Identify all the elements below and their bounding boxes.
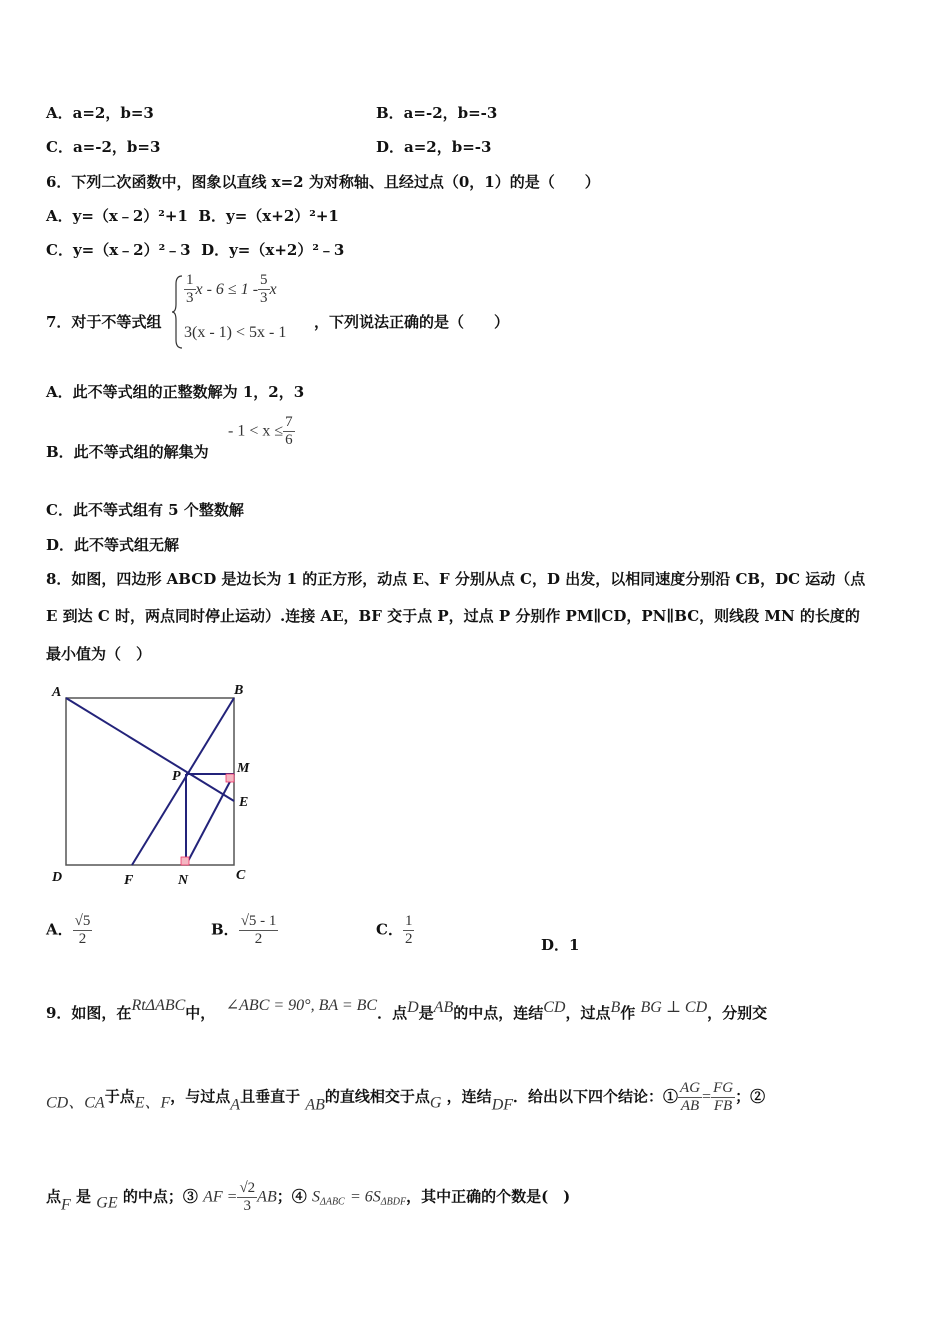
q9-math-a: A bbox=[230, 1096, 241, 1114]
right-angle-n bbox=[181, 857, 189, 865]
label-n: N bbox=[178, 873, 189, 888]
q9-text: ，与过点 bbox=[170, 1087, 231, 1106]
frac-den: 3 bbox=[260, 290, 268, 306]
q8-option-b bbox=[211, 913, 278, 948]
q9-text: ；④ bbox=[276, 1187, 307, 1206]
q9-text: ，过点 bbox=[565, 1004, 611, 1022]
frac-den: AB bbox=[680, 1098, 700, 1114]
frac-sqrt5-over-2 bbox=[73, 913, 93, 948]
q8-line-3: 最小值为（ ） bbox=[46, 645, 152, 663]
q9-text: 作 bbox=[620, 1004, 636, 1022]
frac-den: 2 bbox=[254, 931, 263, 947]
q9-math-ab: AB bbox=[433, 999, 454, 1016]
q9-math-cd-ca: CD、CA bbox=[46, 1094, 105, 1112]
q9-text: ，连结 bbox=[446, 1087, 492, 1106]
option-c-label: C． bbox=[376, 920, 403, 939]
q9-text: 9．如图，在 bbox=[46, 1004, 132, 1022]
q9-math-bg-perp-cd: BG ⊥ CD bbox=[640, 999, 708, 1016]
label-m: M bbox=[237, 761, 250, 776]
frac-den: 3 bbox=[243, 1198, 252, 1214]
frac-den: FB bbox=[713, 1098, 733, 1114]
q9-text: ．给出以下四个结论：① bbox=[513, 1087, 679, 1106]
q9-text: 且垂直于 bbox=[240, 1087, 301, 1106]
q9-math-ge: GE bbox=[96, 1194, 118, 1212]
frac-num: √5 bbox=[74, 913, 91, 929]
frac-num: 1 bbox=[404, 913, 413, 929]
frac-num: √5 - 1 bbox=[240, 913, 277, 929]
option-a-label: A． bbox=[46, 920, 73, 939]
frac-num: 1 bbox=[186, 272, 194, 288]
left-brace bbox=[172, 274, 184, 350]
q9-math-ab: AB bbox=[257, 1188, 277, 1206]
q9-math-af: AF = bbox=[203, 1188, 238, 1206]
q8-option-d: D．1 bbox=[541, 936, 580, 954]
q9-math-b: B bbox=[610, 999, 621, 1016]
label-c: C bbox=[236, 868, 246, 883]
q6-option-c: C．y=（x﹣2）²﹣3 bbox=[46, 241, 191, 259]
q7-inequality-system bbox=[172, 272, 312, 352]
q9-equals: = bbox=[702, 1088, 712, 1106]
frac-den: 3 bbox=[186, 290, 194, 306]
q6-option-d: D．y=（x+2）²﹣3 bbox=[201, 241, 345, 259]
frac-seven-sixths bbox=[283, 414, 295, 449]
segment-mn bbox=[186, 774, 234, 865]
q6-options-ab bbox=[46, 205, 339, 226]
frac-den: 6 bbox=[285, 432, 293, 448]
q9-text: ；② bbox=[735, 1087, 766, 1106]
label-f: F bbox=[124, 873, 134, 888]
frac-num: 7 bbox=[285, 414, 293, 430]
segment-bf bbox=[132, 698, 234, 865]
q8-option-c bbox=[376, 913, 414, 948]
q9-math-d: D bbox=[407, 999, 419, 1016]
q8-square-figure bbox=[44, 678, 264, 892]
q8-line-2: E 到达 C 时，两点同时停止运动）.连接 AE，BF 交于点 P，过点 P 分别作 PM∥CD，PN∥BC，则线段 MN 的长度的 bbox=[46, 607, 860, 625]
frac-sqrt5-minus1-over-2 bbox=[239, 913, 279, 948]
q5-option-a: A．a=2，b=3 bbox=[46, 104, 154, 122]
q9-text: 是 bbox=[418, 1004, 434, 1022]
q9-math-f: F bbox=[61, 1196, 71, 1214]
right-angle-m bbox=[226, 774, 234, 782]
q7-option-c: C．此不等式组有 5 个整数解 bbox=[46, 501, 244, 519]
q9-text: ．点 bbox=[377, 1004, 408, 1022]
q7-option-b-ineq: - 1 < x ≤ bbox=[228, 422, 284, 440]
q9-text: 于点 bbox=[104, 1087, 135, 1106]
q9-line-2 bbox=[46, 1080, 765, 1115]
label-b: B bbox=[234, 683, 244, 698]
square-abcd bbox=[66, 698, 234, 865]
frac-one-third bbox=[184, 272, 196, 307]
q8-line-1: 8．如图，四边形 ABCD 是边长为 1 的正方形，动点 E、F 分别从点 C，D 出发，以相同速度分别沿 CB，DC 运动（点 bbox=[46, 570, 866, 588]
q9-frac-sqrt2-over-3 bbox=[237, 1180, 257, 1215]
q7-ineq-1 bbox=[184, 272, 277, 307]
label-p: P bbox=[172, 769, 181, 784]
q9-text: 点 bbox=[46, 1187, 62, 1206]
frac-one-half bbox=[403, 913, 415, 948]
q9-frac-ag-ab bbox=[678, 1080, 702, 1115]
q8-option-a bbox=[46, 913, 92, 948]
q7-option-b-math bbox=[228, 414, 295, 449]
frac-five-thirds bbox=[258, 272, 270, 307]
q9-math-rt: RtΔABC bbox=[131, 997, 186, 1014]
q7-option-d: D．此不等式组无解 bbox=[46, 536, 180, 554]
q9-math-ab: AB bbox=[305, 1096, 325, 1114]
label-d: D bbox=[52, 870, 63, 885]
q5-option-c: C．a=-2，b=3 bbox=[46, 138, 161, 156]
label-e: E bbox=[239, 795, 249, 810]
frac-num: 5 bbox=[260, 272, 268, 288]
q9-math-ef: E、F bbox=[134, 1094, 171, 1112]
q7-option-b: B．此不等式组的解集为 bbox=[46, 443, 209, 461]
frac-num: √2 bbox=[239, 1180, 256, 1196]
q9-math-df: DF bbox=[491, 1096, 514, 1114]
q9-text: 是 bbox=[76, 1187, 92, 1206]
q9-text: 中， bbox=[185, 1004, 216, 1022]
q5-option-d: D．a=2，b=-3 bbox=[376, 138, 492, 156]
q9-line-3 bbox=[46, 1180, 570, 1215]
q9-text: ，其中正确的个数是( ) bbox=[406, 1187, 571, 1206]
q6-stem: 6．下列二次函数中，图象以直线 x=2 为对称轴、且经过点（0，1）的是（ ） bbox=[46, 173, 600, 191]
q9-math-s-mid: = 6S bbox=[349, 1188, 381, 1206]
frac-den: 2 bbox=[78, 931, 87, 947]
q9-frac-fg-fb bbox=[711, 1080, 735, 1115]
q7-stem-after: ，下列说法正确的是（ ） bbox=[314, 313, 510, 331]
frac-num: AG bbox=[680, 1080, 701, 1096]
q6-option-a: A．y=（x﹣2）²+1 bbox=[46, 207, 188, 225]
q7-ineq-1-x: x bbox=[269, 281, 277, 298]
q9-math-g: G bbox=[429, 1094, 442, 1112]
q9-line-1 bbox=[46, 995, 767, 1023]
q9-text: ，分别交 bbox=[707, 1004, 768, 1022]
frac-num: FG bbox=[713, 1080, 734, 1096]
q6-options-cd bbox=[46, 239, 344, 260]
q9-math-cd: CD bbox=[543, 999, 566, 1016]
q6-option-b: B．y=（x+2）²+1 bbox=[198, 207, 339, 225]
q9-math-s-sub: ΔBDF bbox=[380, 1196, 407, 1208]
q7-option-a: A．此不等式组的正整数解为 1，2，3 bbox=[46, 383, 305, 401]
q7-stem-before: 7．对于不等式组 bbox=[46, 313, 162, 331]
q7-ineq-1-text: x - 6 ≤ 1 - bbox=[195, 281, 259, 298]
q9-math-s: S bbox=[311, 1188, 320, 1206]
q9-math-angle: ∠ABC = 90°, BA = BC bbox=[225, 997, 378, 1014]
q9-math-s-sub: ΔABC bbox=[319, 1196, 345, 1208]
frac-den: 2 bbox=[404, 931, 413, 947]
segment-ae bbox=[66, 698, 234, 801]
q5-option-b: B．a=-2，b=-3 bbox=[376, 104, 498, 122]
q7-ineq-2: 3(x - 1) < 5x - 1 bbox=[184, 324, 287, 341]
q9-text: 的中点，连结 bbox=[453, 1004, 544, 1022]
label-a: A bbox=[52, 685, 62, 700]
q9-text: 的中点；③ bbox=[122, 1187, 198, 1206]
option-b-label: B． bbox=[211, 920, 239, 939]
q9-text: 的直线相交于点 bbox=[324, 1087, 430, 1106]
